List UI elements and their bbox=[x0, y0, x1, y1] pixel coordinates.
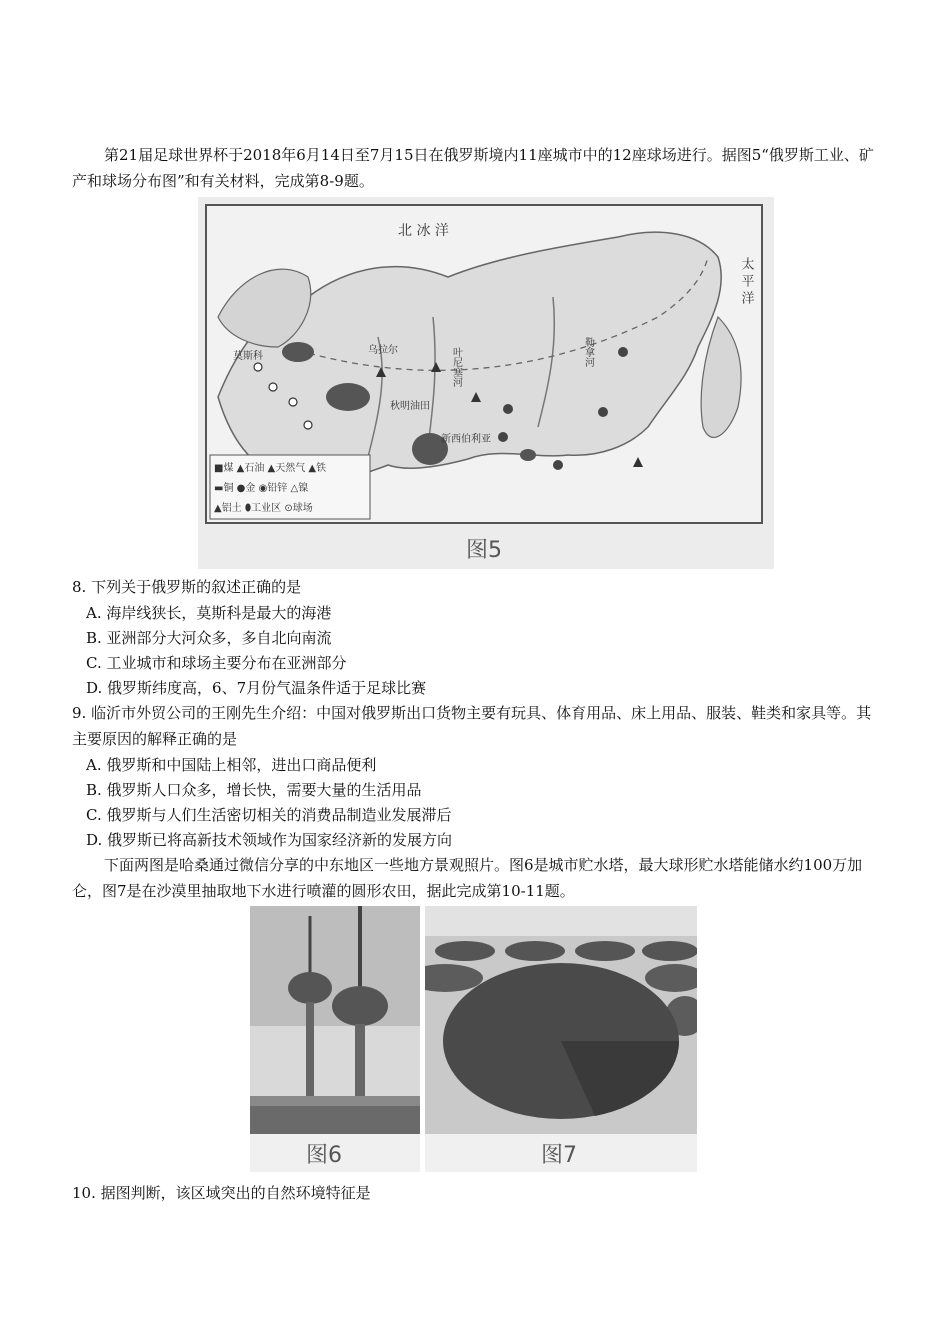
q8-option-b: B. 亚洲部分大河众多，多自北向南流 bbox=[86, 629, 332, 647]
circular-farms-photo bbox=[425, 906, 697, 1134]
figure-7-caption: 图7 bbox=[541, 1143, 577, 1168]
label-moscow: 莫斯科 bbox=[233, 351, 263, 362]
legend-industrial: ⬮工业区 bbox=[244, 503, 282, 514]
legend-nickel: △镍 bbox=[290, 483, 309, 494]
q9-option-d: D. 俄罗斯已将高新技术领域作为国家经济新的发展方向 bbox=[86, 831, 453, 849]
label-arctic: 北 冰 洋 bbox=[398, 223, 449, 239]
figure-6-caption: 图6 bbox=[306, 1143, 342, 1168]
label-yenisei: 叶尼塞河 bbox=[450, 347, 462, 387]
legend-leadzinc: ◉铅锌 bbox=[258, 483, 288, 494]
figure-7 bbox=[425, 906, 697, 1172]
label-ural: 乌拉尔 bbox=[368, 345, 398, 356]
water-tower-photo bbox=[250, 906, 420, 1134]
legend-gold: ●金 bbox=[236, 483, 256, 494]
legend-iron: ▲铁 bbox=[308, 463, 327, 474]
figure-5 bbox=[198, 197, 774, 569]
label-lena: 勒拿河 bbox=[582, 337, 594, 367]
q8-option-d: D. 俄罗斯纬度高，6、7月份气温条件适于足球比赛 bbox=[86, 679, 427, 697]
question-9-stem: 9. 临沂市外贸公司的王刚先生介绍：中国对俄罗斯出口货物主要有玩具、体育用品、床上用品、服装、鞋类和家具等。其主要原因的解释正确的是 bbox=[72, 704, 872, 748]
q9-option-a: A. 俄罗斯和中国陆上相邻，进出口商品便利 bbox=[86, 756, 377, 774]
q9-option-b: B. 俄罗斯人口众多，增长快，需要大量的生活用品 bbox=[86, 781, 422, 799]
q9-option-c: C. 俄罗斯与人们生活密切相关的消费品制造业发展滞后 bbox=[86, 806, 452, 824]
q8-option-a: A. 海岸线狭长，莫斯科是最大的海港 bbox=[86, 604, 332, 622]
intro-paragraph-1: 第21届足球世界杯于2018年6月14日至7月15日在俄罗斯境内11座城市中的12座球场进行。据图5“俄罗斯工业、矿产和球场分布图”和有关材料，完成第8-9题。 bbox=[72, 146, 874, 190]
legend-coal: ■煤 bbox=[214, 463, 234, 474]
q8-option-c: C. 工业城市和球场主要分布在亚洲部分 bbox=[86, 654, 347, 672]
label-novosibirsk: 新西伯利亚 bbox=[441, 434, 491, 445]
question-10-stem: 10. 据图判断，该区域突出的自然环境特征是 bbox=[72, 1184, 371, 1202]
label-tyumen: 秋明油田 bbox=[390, 401, 430, 412]
legend-gas: ▲天然气 bbox=[267, 463, 306, 474]
legend-stadium: ⊙球场 bbox=[284, 503, 313, 514]
label-pacific: 太 平 洋 bbox=[738, 257, 754, 305]
intro-paragraph-2: 下面两图是哈桑通过微信分享的中东地区一些地方景观照片。图6是城市贮水塔，最大球形贮水塔能储水约100万加仑，图7是在沙漠里抽取地下水进行喷灌的圆形农田，据此完成第10-11题。 bbox=[72, 856, 863, 900]
legend-oil: ▲石油 bbox=[236, 463, 265, 474]
legend-copper: ▬铜 bbox=[214, 483, 234, 494]
question-8-stem: 8. 下列关于俄罗斯的叙述正确的是 bbox=[72, 578, 302, 596]
figure-5-caption: 图5 bbox=[466, 538, 502, 563]
legend-bauxite: ▲铝土 bbox=[214, 503, 242, 514]
figure-6 bbox=[250, 906, 420, 1172]
map-legend bbox=[214, 459, 370, 519]
